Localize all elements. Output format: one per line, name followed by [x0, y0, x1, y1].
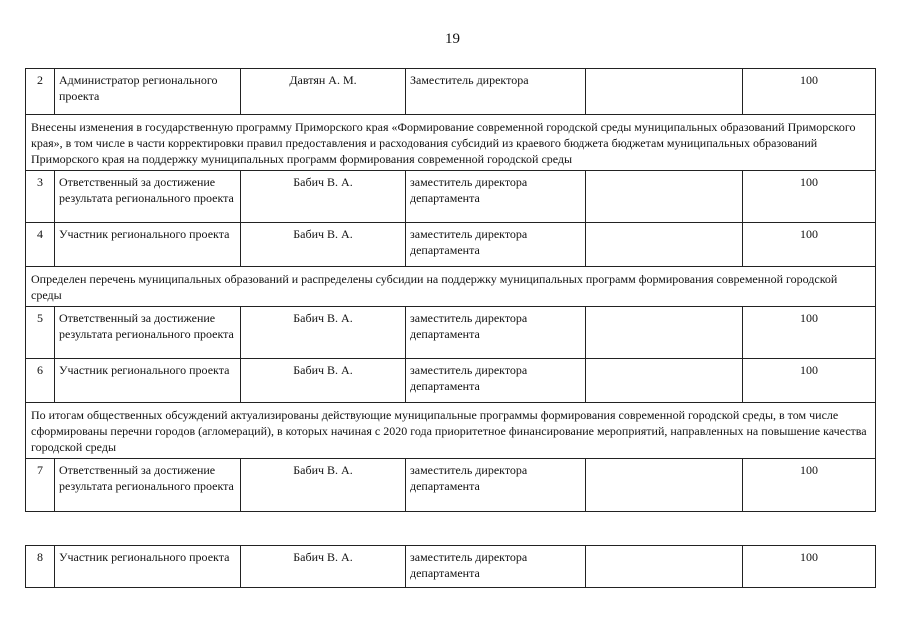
row-position: заместитель директора департамента: [406, 307, 586, 359]
responsibility-table-top: [25, 68, 876, 512]
table-row: [26, 359, 876, 403]
table-row: [26, 69, 876, 115]
row-position: заместитель директора департамента: [406, 546, 586, 588]
row-number: 4: [26, 223, 55, 267]
row-number: 3: [26, 171, 55, 223]
row-empty-cell: [586, 459, 743, 512]
row-person: Давтян А. М.: [241, 69, 406, 115]
row-role: Ответственный за достижение результата регионального проекта: [55, 459, 241, 512]
row-position: Заместитель директора: [406, 69, 586, 115]
row-position: заместитель директора департамента: [406, 459, 586, 512]
note-row: [26, 403, 876, 459]
row-person: Бабич В. А.: [241, 307, 406, 359]
row-empty-cell: [586, 171, 743, 223]
row-empty-cell: [586, 223, 743, 267]
row-role: Ответственный за достижение результата регионального проекта: [55, 307, 241, 359]
row-person: Бабич В. А.: [241, 359, 406, 403]
row-person: Бабич В. А.: [241, 546, 406, 588]
table-row: [26, 223, 876, 267]
row-value: 100: [743, 69, 876, 115]
row-empty-cell: [586, 69, 743, 115]
row-empty-cell: [586, 359, 743, 403]
row-value: 100: [743, 223, 876, 267]
table-row: [26, 171, 876, 223]
row-empty-cell: [586, 546, 743, 588]
row-empty-cell: [586, 307, 743, 359]
row-number: 2: [26, 69, 55, 115]
table-row: [26, 307, 876, 359]
row-person: Бабич В. А.: [241, 459, 406, 512]
row-role: Участник регионального проекта: [55, 546, 241, 588]
row-role: Администратор регионального проекта: [55, 69, 241, 115]
row-position: заместитель директора департамента: [406, 359, 586, 403]
row-value: 100: [743, 359, 876, 403]
page-number: 19: [445, 31, 460, 47]
row-role: Участник регионального проекта: [55, 223, 241, 267]
responsibility-table-bottom: [25, 545, 876, 588]
row-number: 5: [26, 307, 55, 359]
row-role: Участник регионального проекта: [55, 359, 241, 403]
note-text: Внесены изменения в государственную программу Приморского края «Формирование современной городской среды муниципальных образований Приморского края», в том числе в части корректировки правил предоставления и расходования субсидий из краевого бюджета бюджетам муниципальных образований Приморского края на поддержку муниципальных программ формирования современной городской среды: [26, 115, 876, 171]
row-value: 100: [743, 307, 876, 359]
note-row: [26, 115, 876, 171]
row-person: Бабич В. А.: [241, 223, 406, 267]
row-role: Ответственный за достижение результата регионального проекта: [55, 171, 241, 223]
row-person: Бабич В. А.: [241, 171, 406, 223]
row-position: заместитель директора департамента: [406, 171, 586, 223]
row-number: 7: [26, 459, 55, 512]
note-text: Определен перечень муниципальных образований и распределены субсидии на поддержку муниципальных программ формирования современной городской среды: [26, 267, 876, 307]
note-row: [26, 267, 876, 307]
row-value: 100: [743, 459, 876, 512]
row-position: заместитель директора департамента: [406, 223, 586, 267]
table-row: [26, 546, 876, 588]
row-value: 100: [743, 171, 876, 223]
row-value: 100: [743, 546, 876, 588]
row-number: 8: [26, 546, 55, 588]
row-number: 6: [26, 359, 55, 403]
table-row: [26, 459, 876, 512]
note-text: По итогам общественных обсуждений актуализированы действующие муниципальные программы формирования современной городской среды, в том числе сформированы перечни городов (агломераций), в которых начиная с 2020 года приоритетное финансирование мероприятий, направленных на повышение качества городской среды: [26, 403, 876, 459]
